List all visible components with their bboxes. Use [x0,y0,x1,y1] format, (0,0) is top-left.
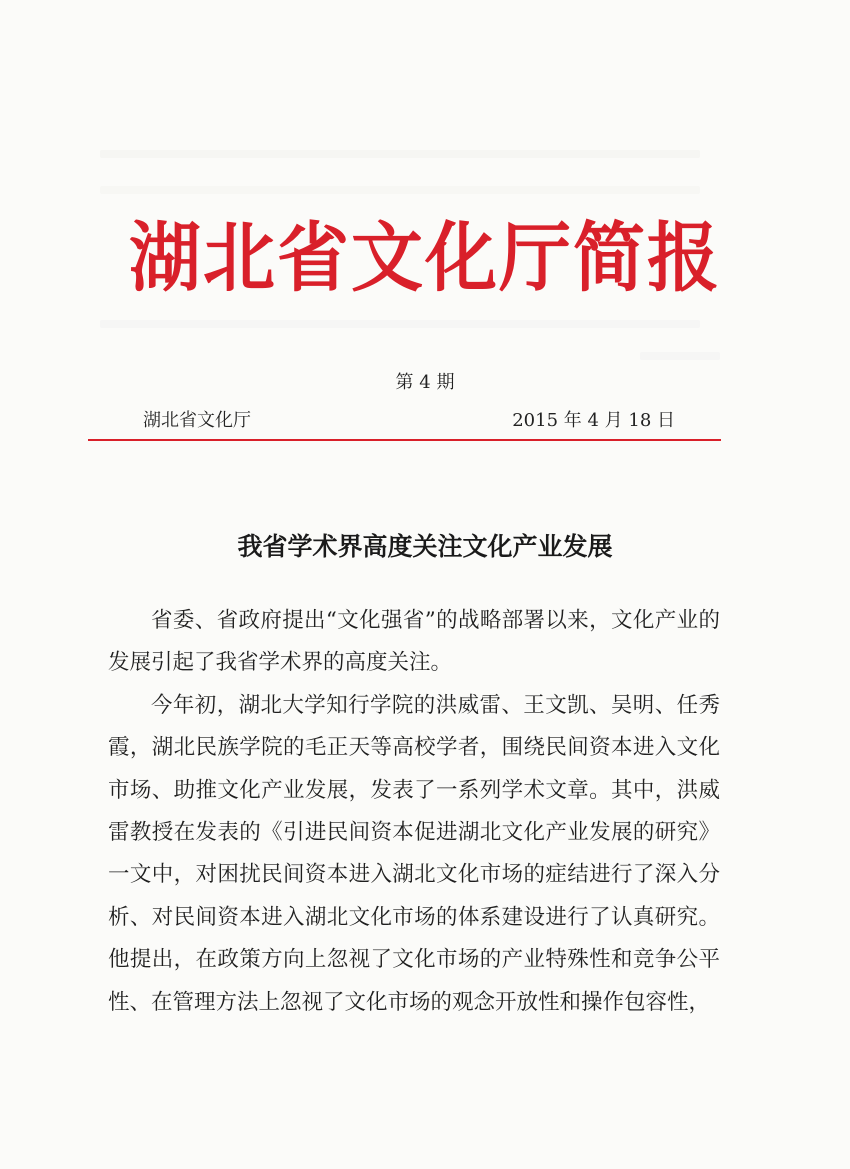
bleed-through-line [100,320,700,328]
issue-number: 第 4 期 [395,372,455,393]
issue-date: 2015 年 4 月 18 日 [512,410,675,431]
article-body [108,600,720,1024]
bleed-through-line [640,352,720,360]
red-divider-rule [88,439,721,441]
paragraph: 今年初，湖北大学知行学院的洪威雷、王文凯、吴明、任秀霞，湖北民族学院的毛正天等高校学者，围绕民间资本进入文化市场、助推文化产业发展，发表了一系列学术文章。其中，洪威雷教授在发表的《引进民间资本促进湖北文化产业发展的研究》一文中，对困扰民间资本进入湖北文化市场的症结进行了深入分析、对民间资本进入湖北文化市场的体系建设进行了认真研究。他提出，在政策方向上忽视了文化市场的产业特殊性和竞争公平性、在管理方法上忽视了文化市场的观念开放性和操作包容性， [108,692,720,1015]
article-title: 我省学术界高度关注文化产业发展 [237,532,613,561]
bleed-through-line [100,150,700,158]
issuer-name: 湖北省文化厅 [143,410,251,431]
masthead-title: 湖北省文化厅简报 [128,213,721,303]
bleed-through-line [100,186,700,194]
paragraph: 省委、省政府提出“文化强省”的战略部署以来，文化产业的发展引起了我省学术界的高度关注。 [108,608,720,676]
